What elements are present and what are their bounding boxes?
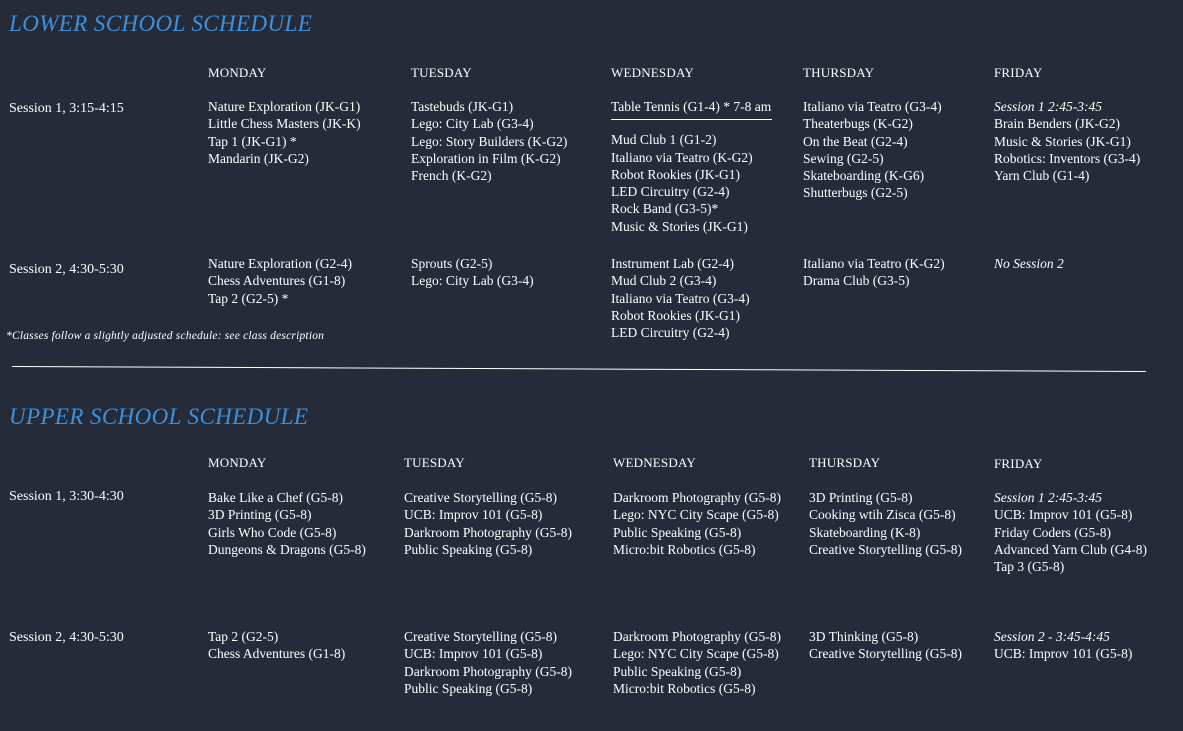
class-item: On the Beat (G2-4)	[803, 133, 908, 149]
class-item: Friday Coders (G5-8)	[994, 524, 1111, 540]
lower-day-tuesday: TUESDAY	[411, 65, 472, 80]
class-item: Chess Adventures (G1-8)	[208, 273, 346, 289]
class-item: Instrument Lab (G2-4)	[611, 256, 734, 271]
class-item: Shutterbugs (G2-5)	[803, 185, 908, 201]
class-item: Drama Club (G3-5)	[803, 273, 910, 289]
lower-session1-label: Session 1, 3:15-4:15	[9, 101, 124, 116]
lower-session1-wednesday	[611, 98, 772, 235]
class-item: Public Speaking (G5-8)	[404, 680, 533, 696]
friday-session-header: Session 2 - 3:45-4:45	[994, 629, 1110, 644]
lower-session2-wednesday	[611, 255, 750, 341]
upper-session1-tuesday	[404, 489, 572, 558]
upper-session1-monday	[208, 489, 366, 558]
class-item: Micro:bit Robotics (G5-8)	[613, 680, 756, 696]
upper-session2-monday	[208, 628, 345, 663]
class-item: LED Circuitry (G2-4)	[611, 184, 730, 200]
class-item: Mandarin (JK-G2)	[208, 150, 309, 166]
class-item: Mud Club 2 (G3-4)	[611, 273, 717, 289]
upper-session2-friday	[994, 628, 1132, 663]
upper-session2-thursday	[809, 628, 962, 663]
class-item: Skateboarding (K-8)	[809, 524, 921, 540]
class-item: Public Speaking (G5-8)	[613, 524, 742, 540]
class-item: Tap 2 (G2-5)	[208, 629, 279, 644]
class-item: Dungeons & Dragons (G5-8)	[208, 541, 366, 557]
class-item: Little Chess Masters (JK-K)	[208, 116, 361, 132]
class-item: Italiano via Teatro (K-G2)	[611, 149, 753, 165]
lower-session2-label: Session 2, 4:30-5:30	[9, 262, 124, 277]
class-item: Theaterbugs (K-G2)	[803, 116, 913, 132]
class-item: UCB: Improv 101 (G5-8)	[404, 646, 543, 662]
class-item: Micro:bit Robotics (G5-8)	[613, 541, 756, 557]
class-item: Tap 2 (G2-5) *	[208, 290, 289, 306]
class-item: UCB: Improv 101 (G5-8)	[994, 646, 1133, 662]
class-item: Tap 3 (G5-8)	[994, 559, 1065, 575]
class-item: Rock Band (G3-5)*	[611, 201, 719, 217]
upper-day-wednesday: WEDNESDAY	[613, 455, 696, 470]
lower-day-wednesday: WEDNESDAY	[611, 65, 694, 80]
friday-session-header: Session 1 2:45-3:45	[994, 490, 1102, 505]
class-item: Music & Stories (JK-G1)	[611, 218, 748, 234]
class-item: Music & Stories (JK-G1)	[994, 133, 1131, 149]
class-item: Tap 1 (JK-G1) *	[208, 133, 297, 149]
lower-day-monday: MONDAY	[208, 65, 267, 80]
friday-session-header: Session 1 2:45-3:45	[994, 99, 1102, 114]
class-item: UCB: Improv 101 (G5-8)	[994, 507, 1133, 523]
class-item: Brain Benders (JK-G2)	[994, 116, 1120, 132]
class-item: Darkroom Photography (G5-8)	[404, 663, 572, 679]
class-item: 3D Printing (G5-8)	[208, 507, 312, 523]
class-item: 3D Printing (G5-8)	[809, 490, 913, 505]
class-item: Girls Who Code (G5-8)	[208, 524, 337, 540]
class-item: Bake Like a Chef (G5-8)	[208, 490, 343, 505]
lower-session2-tuesday	[411, 255, 534, 290]
class-item: Chess Adventures (G1-8)	[208, 646, 346, 662]
class-item: Italiano via Teatro (G3-4)	[611, 290, 750, 306]
class-item: 3D Thinking (G5-8)	[809, 629, 919, 644]
class-item: Creative Storytelling (G5-8)	[809, 541, 962, 557]
lower-day-thursday: THURSDAY	[803, 65, 875, 80]
class-item: Lego: Story Builders (K-G2)	[411, 133, 568, 149]
class-item: Nature Exploration (JK-G1)	[208, 99, 361, 114]
lower-day-friday: FRIDAY	[994, 65, 1043, 80]
lower-session1-friday	[994, 98, 1140, 184]
class-item: Yarn Club (G1-4)	[994, 168, 1090, 184]
class-item: Sprouts (G2-5)	[411, 256, 493, 271]
class-item: Tastebuds (JK-G1)	[411, 99, 514, 114]
class-item: Creative Storytelling (G5-8)	[404, 490, 557, 505]
upper-session1-wednesday	[613, 489, 781, 558]
class-item: Creative Storytelling (G5-8)	[809, 646, 962, 662]
class-item: Darkroom Photography (G5-8)	[613, 490, 781, 505]
class-item: Cooking wtih Zisca (G5-8)	[809, 507, 956, 523]
class-item: French (K-G2)	[411, 168, 492, 184]
class-item: Italiano via Teatro (G3-4)	[803, 99, 942, 114]
class-item: Italiano via Teatro (K-G2)	[803, 256, 945, 271]
upper-day-thursday: THURSDAY	[809, 455, 881, 470]
upper-session1-friday	[994, 489, 1147, 575]
upper-day-monday: MONDAY	[208, 455, 267, 470]
class-item: Darkroom Photography (G5-8)	[404, 524, 572, 540]
class-item: LED Circuitry (G2-4)	[611, 325, 730, 341]
class-item: Robot Rookies (JK-G1)	[611, 166, 740, 182]
class-item: UCB: Improv 101 (G5-8)	[404, 507, 543, 523]
class-item: Public Speaking (G5-8)	[613, 663, 742, 679]
class-item: Creative Storytelling (G5-8)	[404, 629, 557, 644]
friday-session-header: No Session 2	[994, 256, 1064, 271]
upper-session1-label: Session 1, 3:30-4:30	[9, 489, 124, 504]
lower-session2-monday	[208, 255, 352, 307]
wednesday-divider	[611, 119, 772, 120]
class-item: Mud Club 1 (G1-2)	[611, 132, 717, 148]
class-item: Public Speaking (G5-8)	[404, 541, 533, 557]
class-item: Table Tennis (G1-4) * 7-8 am	[611, 99, 772, 114]
class-item: Robot Rookies (JK-G1)	[611, 307, 740, 323]
class-item: Robotics: Inventors (G3-4)	[994, 150, 1141, 166]
lower-session2-friday	[994, 255, 1064, 272]
lower-session1-monday	[208, 98, 361, 167]
class-item: Nature Exploration (G2-4)	[208, 256, 352, 271]
lower-session2-thursday	[803, 255, 945, 290]
lower-school-title: LOWER SCHOOL SCHEDULE	[9, 11, 313, 36]
class-item: Advanced Yarn Club (G4-8)	[994, 541, 1147, 557]
footnote: *Classes follow a slightly adjusted schedule: see class description	[6, 330, 325, 342]
lower-session1-tuesday	[411, 98, 567, 184]
class-item: Sewing (G2-5)	[803, 150, 884, 166]
upper-session2-wednesday	[613, 628, 781, 697]
class-item: Lego: NYC City Scape (G5-8)	[613, 646, 779, 662]
class-item: Lego: City Lab (G3-4)	[411, 116, 534, 132]
lower-session1-thursday	[803, 98, 942, 202]
upper-day-tuesday: TUESDAY	[404, 455, 465, 470]
class-item: Darkroom Photography (G5-8)	[613, 629, 781, 644]
class-item: Skateboarding (K-G6)	[803, 168, 925, 184]
upper-session2-tuesday	[404, 628, 572, 697]
upper-school-title: UPPER SCHOOL SCHEDULE	[9, 404, 309, 429]
upper-day-friday: FRIDAY	[994, 456, 1043, 471]
class-item: Exploration in Film (K-G2)	[411, 150, 561, 166]
upper-session2-label: Session 2, 4:30-5:30	[9, 630, 124, 645]
upper-session1-thursday	[809, 489, 962, 558]
class-item: Lego: NYC City Scape (G5-8)	[613, 507, 779, 523]
class-item: Lego: City Lab (G3-4)	[411, 273, 534, 289]
section-divider	[12, 366, 1146, 372]
